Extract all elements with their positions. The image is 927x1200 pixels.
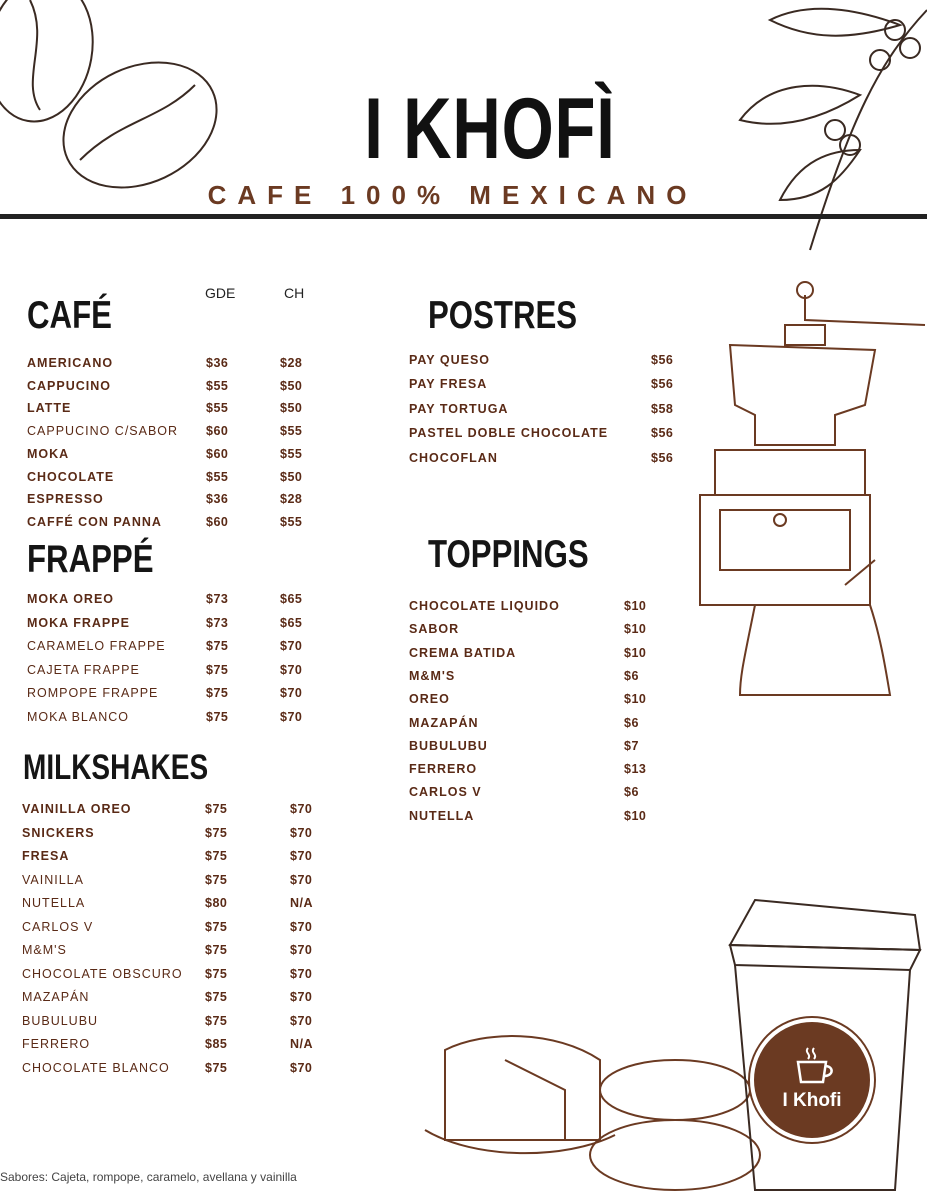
price-ch: N/A <box>290 1037 314 1051</box>
price-ch: $70 <box>290 966 313 981</box>
item-price: $6 <box>624 668 639 683</box>
item-price: $7 <box>624 738 639 753</box>
item-price: $10 <box>624 645 647 660</box>
price-ch: $70 <box>290 1060 313 1075</box>
item-name: VAINILLA OREO <box>22 802 132 816</box>
price-gde: $60 <box>206 514 229 529</box>
item-price: $56 <box>651 450 674 465</box>
item-name: CARAMELO FRAPPE <box>27 639 166 654</box>
price-ch: $50 <box>280 401 303 416</box>
price-ch: $70 <box>280 686 303 701</box>
price-gde: $80 <box>205 896 228 910</box>
page-title: I KHOFÌ <box>364 81 616 177</box>
price-gde: $75 <box>206 686 229 701</box>
price-gde: $75 <box>206 662 229 677</box>
section-title-milkshakes: MILKSHAKES <box>23 748 209 787</box>
price-gde: $60 <box>206 446 229 461</box>
item-name: CHOCOLATE OBSCURO <box>22 966 183 981</box>
cup-icon <box>792 1044 836 1088</box>
item-name: VAINILLA <box>22 872 84 887</box>
price-ch: $70 <box>290 872 313 887</box>
item-price: $10 <box>624 599 647 613</box>
column-header-gde: GDE <box>205 285 236 301</box>
item-name: FERRERO <box>409 762 478 777</box>
price-ch: $70 <box>280 662 303 677</box>
item-price: $6 <box>624 785 639 800</box>
price-gde: $73 <box>206 592 229 606</box>
item-name: SABOR <box>409 622 460 637</box>
item-name: MAZAPÁN <box>409 715 479 730</box>
price-ch: N/A <box>290 896 314 910</box>
item-name: FERRERO <box>22 1037 91 1051</box>
item-name: AMERICANO <box>27 356 114 370</box>
item-name: CAPPUCINO <box>27 378 112 393</box>
item-name: MOKA BLANCO <box>27 710 129 724</box>
item-price: $58 <box>651 401 674 416</box>
section-title-postres: POSTRES <box>428 294 578 337</box>
price-gde: $36 <box>206 492 229 507</box>
price-gde: $73 <box>206 615 229 630</box>
price-ch: $70 <box>290 825 313 840</box>
item-price: $56 <box>651 426 674 441</box>
price-gde: $60 <box>206 424 229 439</box>
section-title-frappe: FRAPPÉ <box>27 538 154 581</box>
section-title-cafe: CAFÉ <box>27 294 112 337</box>
item-name: CARLOS V <box>22 919 94 934</box>
item-price: $56 <box>651 377 674 392</box>
item-name: PAY QUESO <box>409 353 491 367</box>
item-name: CHOCOLATE LIQUIDO <box>409 599 560 613</box>
price-gde: $75 <box>205 1013 228 1028</box>
item-name: MAZAPÁN <box>22 990 90 1004</box>
price-ch: $65 <box>280 592 303 606</box>
item-name: FRESA <box>22 849 70 863</box>
item-name: PASTEL DOBLE CHOCOLATE <box>409 426 609 441</box>
item-name: SNICKERS <box>22 825 95 840</box>
price-gde: $75 <box>206 710 229 724</box>
item-name: MOKA <box>27 446 70 461</box>
price-gde: $55 <box>206 469 229 484</box>
price-gde: $75 <box>205 872 228 887</box>
item-price: $13 <box>624 762 647 777</box>
logo-text: I Khofi <box>782 1090 842 1111</box>
item-name: BUBULUBU <box>22 1013 99 1028</box>
item-price: $6 <box>624 715 639 730</box>
item-name: PAY FRESA <box>409 377 488 392</box>
coffee-grinder-illustration <box>685 275 927 710</box>
price-gde: $75 <box>205 943 228 957</box>
price-gde: $55 <box>206 378 229 393</box>
item-name: ROMPOPE FRAPPE <box>27 686 159 701</box>
item-name: CHOCOLATE BLANCO <box>22 1060 170 1075</box>
item-name: CREMA BATIDA <box>409 645 517 660</box>
item-name: M&M'S <box>409 668 456 683</box>
price-ch: $70 <box>290 943 313 957</box>
item-name: M&M'S <box>22 943 67 957</box>
price-gde: $75 <box>205 825 228 840</box>
item-price: $10 <box>624 692 647 707</box>
item-name: NUTELLA <box>22 896 86 910</box>
price-gde: $75 <box>205 966 228 981</box>
price-ch: $70 <box>280 639 303 654</box>
price-ch: $70 <box>290 1013 313 1028</box>
price-ch: $55 <box>280 446 303 461</box>
item-name: CHOCOFLAN <box>409 450 498 465</box>
header-divider <box>0 214 927 219</box>
price-gde: $75 <box>206 639 229 654</box>
item-name: MOKA OREO <box>27 592 115 606</box>
item-name: NUTELLA <box>409 808 475 823</box>
item-name: PAY TORTUGA <box>409 401 509 416</box>
price-gde: $85 <box>205 1037 228 1051</box>
item-name: MOKA FRAPPE <box>27 615 130 630</box>
section-title-toppings: TOPPINGS <box>428 533 589 576</box>
column-header-ch: CH <box>284 285 305 301</box>
item-name: CAJETA FRAPPE <box>27 662 140 677</box>
item-name: OREO <box>409 692 450 707</box>
price-ch: $55 <box>280 514 303 529</box>
price-ch: $70 <box>280 710 303 724</box>
item-name: ESPRESSO <box>27 492 104 507</box>
item-name: CAPPUCINO C/SABOR <box>27 424 179 439</box>
price-gde: $75 <box>205 1060 228 1075</box>
price-gde: $75 <box>205 990 228 1004</box>
item-name: CHOCOLATE <box>27 469 115 484</box>
item-name: CAFFÉ CON PANNA <box>27 514 162 529</box>
price-gde: $75 <box>205 919 228 934</box>
price-ch: $28 <box>280 356 303 370</box>
price-gde: $55 <box>206 401 229 416</box>
price-ch: $28 <box>280 492 303 507</box>
price-ch: $70 <box>290 990 313 1004</box>
price-ch: $65 <box>280 615 303 630</box>
item-price: $56 <box>651 353 674 367</box>
price-gde: $75 <box>205 802 228 816</box>
item-name: CARLOS V <box>409 785 482 800</box>
price-ch: $70 <box>290 802 313 816</box>
price-ch: $50 <box>280 378 303 393</box>
price-gde: $36 <box>206 356 229 370</box>
price-ch: $70 <box>290 919 313 934</box>
item-price: $10 <box>624 622 647 637</box>
price-ch: $70 <box>290 849 313 863</box>
price-ch: $55 <box>280 424 303 439</box>
footer-note: Sabores: Cajeta, rompope, caramelo, avellana y vainilla <box>0 1170 297 1184</box>
price-ch: $50 <box>280 469 303 484</box>
item-name: BUBULUBU <box>409 738 488 753</box>
item-price: $10 <box>624 808 647 823</box>
price-gde: $75 <box>205 849 228 863</box>
item-name: LATTE <box>27 401 72 416</box>
logo-badge <box>750 1018 874 1142</box>
page-subtitle: CAFE 100% MEXICANO <box>207 180 698 210</box>
